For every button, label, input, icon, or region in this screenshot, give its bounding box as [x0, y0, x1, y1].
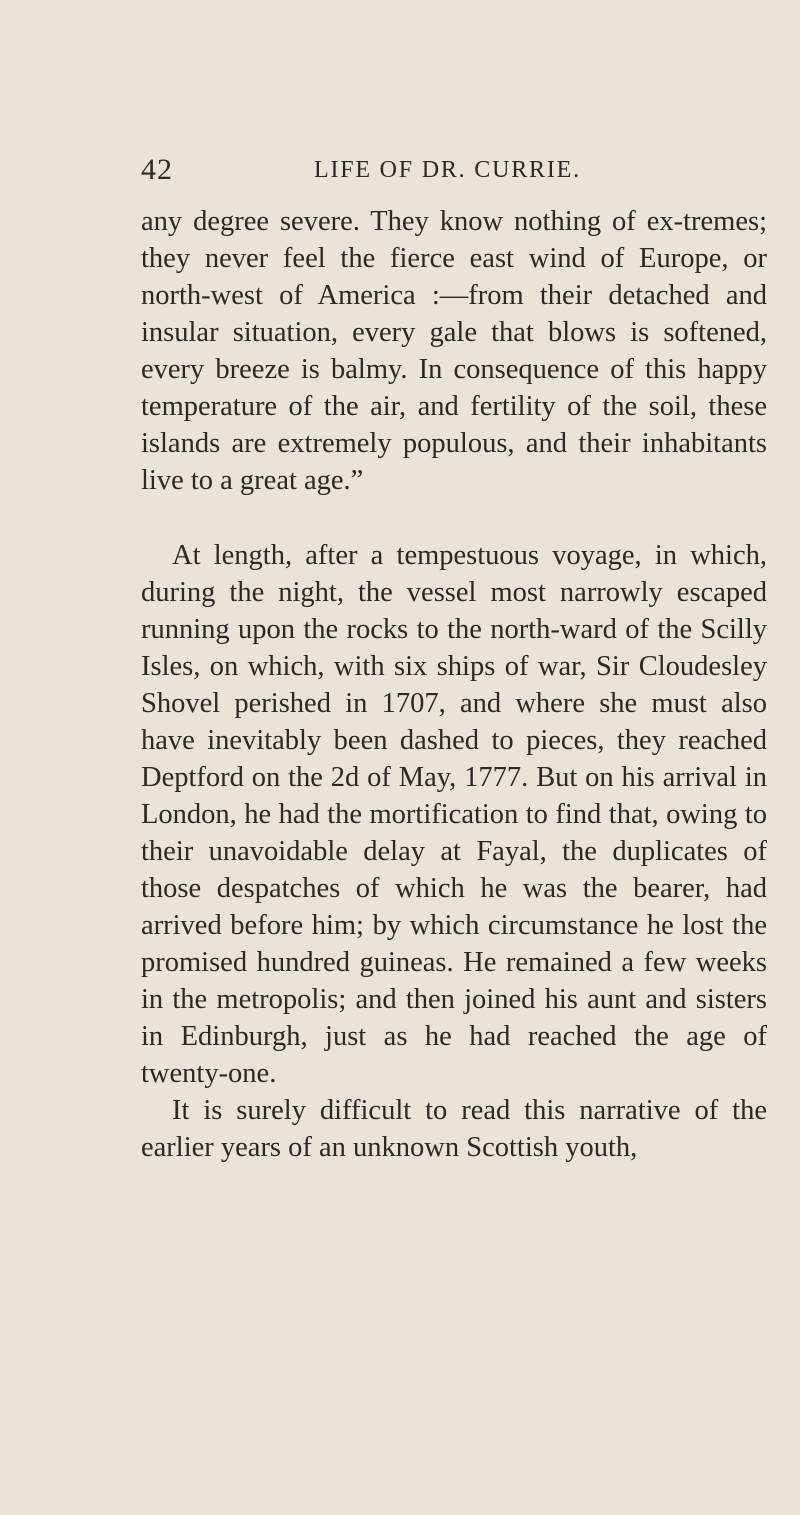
body-text	[141, 203, 767, 1166]
page-number: 42	[141, 153, 173, 186]
running-title: LIFE OF DR. CURRIE.	[314, 157, 581, 183]
paragraph-1: any degree severe. They know nothing of ex-tremes; they never feel the fierce east wind of Europe, or north-west of America :—from their detached and insular situation, every gale that blows is softened, every breeze is balmy. In consequence of this happy temperature of the air, and fertility of the soil, these islands are extremely populous, and their inhabitants live to a great age.”	[141, 206, 767, 496]
page-header	[141, 150, 751, 190]
paragraph-3: It is surely difficult to read this narrative of the earlier years of an unknown Scottish youth,	[141, 1095, 767, 1163]
paragraph-spacing	[141, 499, 767, 537]
paragraph-2: At length, after a tempestuous voyage, in which, during the night, the vessel most narrowly escaped running upon the rocks to the north-ward of the Scilly Isles, on which, with six ships of war, Sir Cloudesley Shovel perished in 1707, and where she must also have inevitably been dashed to pieces, they reached Deptford on the 2d of May, 1777. But on his arrival in London, he had the mortification to find that, owing to their unavoidable delay at Fayal, the duplicates of those despatches of which he was the bearer, had arrived before him; by which circumstance he lost the promised hundred guineas. He remained a few weeks in the metropolis; and then joined his aunt and sisters in Edinburgh, just as he had reached the age of twenty-one.	[141, 540, 767, 1089]
